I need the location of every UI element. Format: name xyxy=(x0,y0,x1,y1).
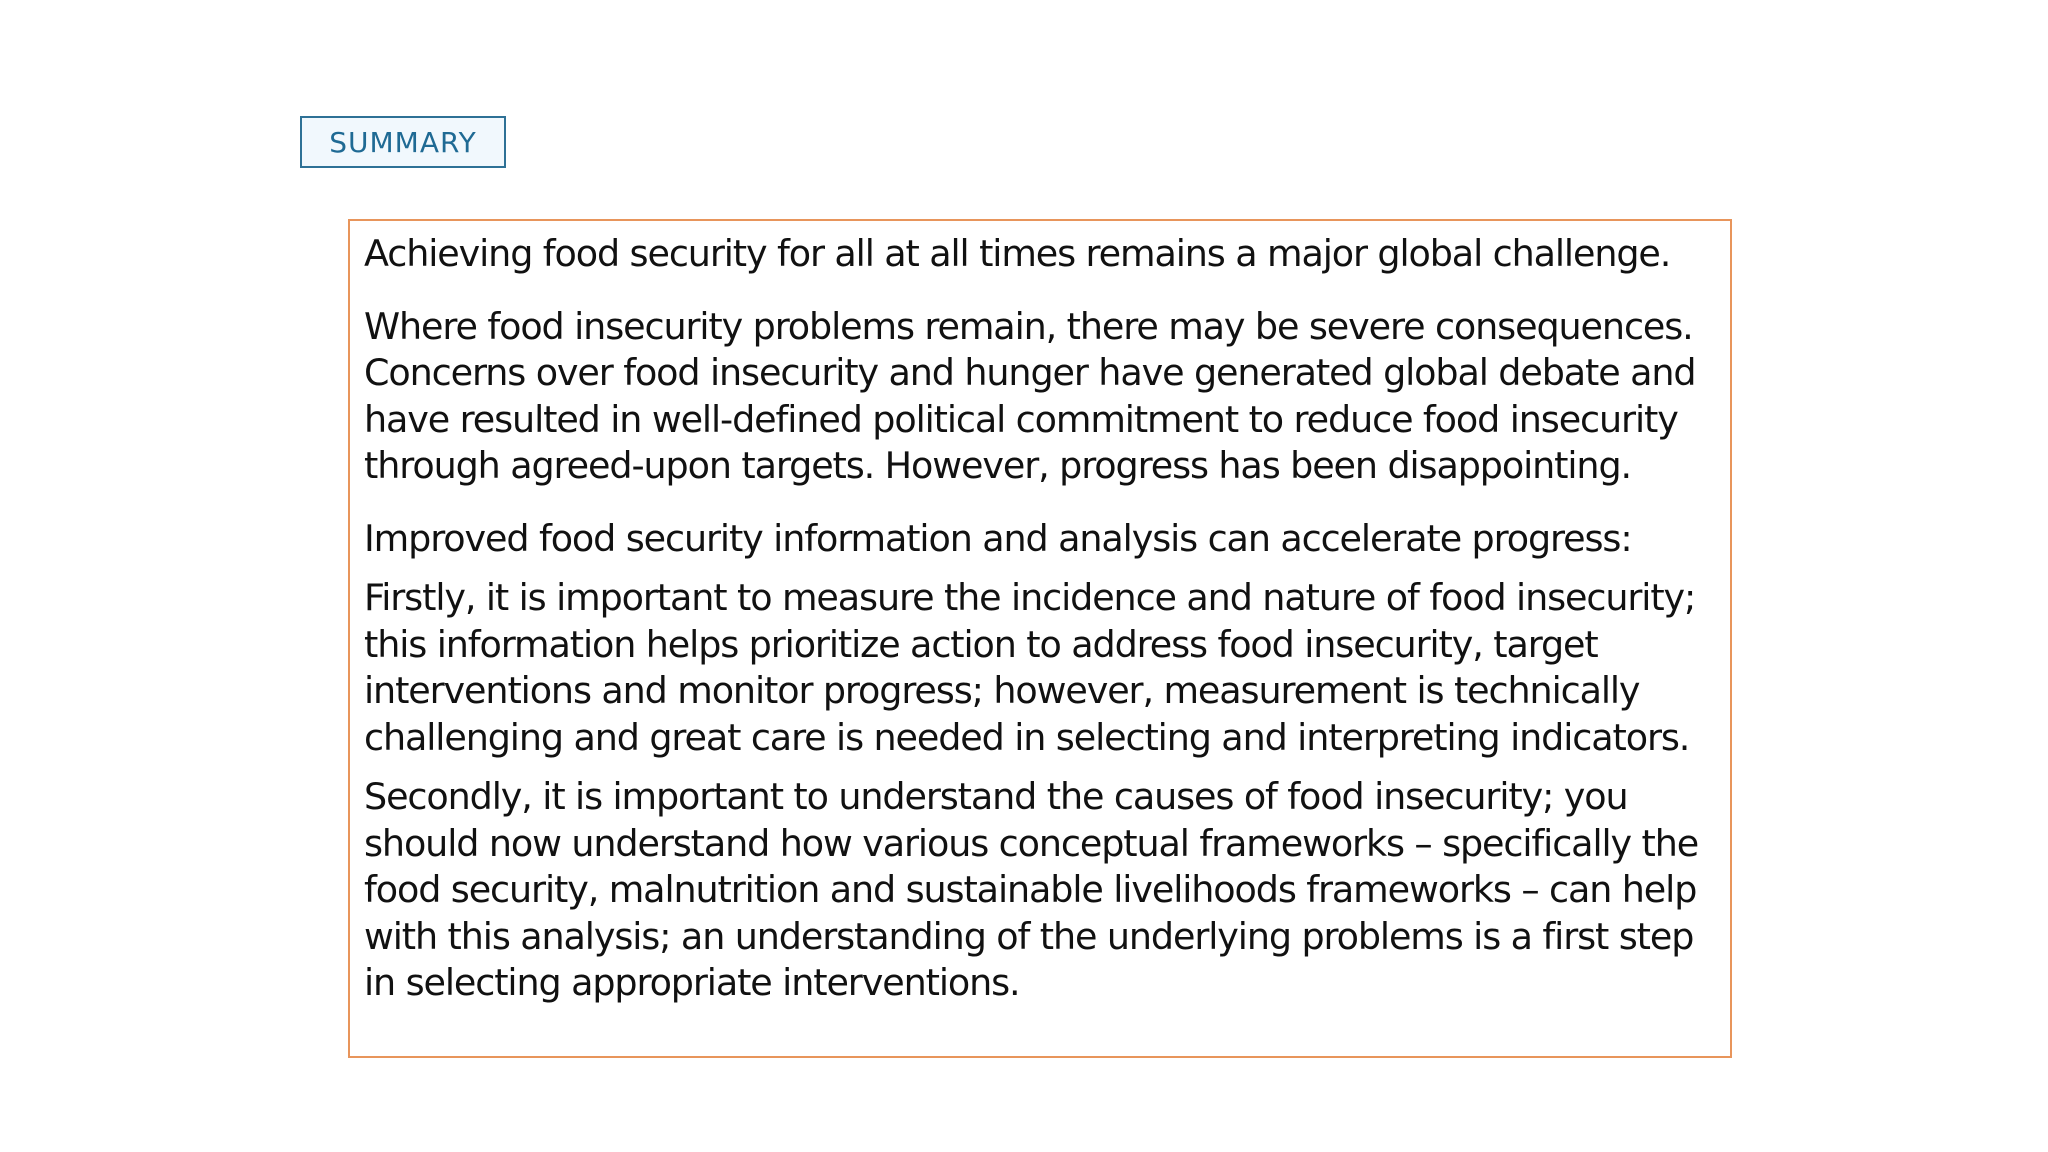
summary-paragraph-1: Achieving food security for all at all times remains a major global challenge. xyxy=(364,232,1671,275)
summary-paragraph-2: Where food insecurity problems remain, there may be severe consequences. Concerns over food insecurity and hunger have generated global debate and have resulted in well-defined political commitment to reduce food insecurity through agreed-upon targets. However, progress has been disappointing. xyxy=(364,304,1696,487)
summary-text-box xyxy=(348,219,1732,1058)
summary-heading-tag: SUMMARY xyxy=(300,116,506,168)
summary-paragraph-4: Firstly, it is important to measure the incidence and nature of food insecurity; this information helps prioritize action to address food insecurity, target interventions and monitor progress; however, measurement is technically challenging and great care is needed in selecting and interpreting indicators. xyxy=(364,576,1696,759)
summary-paragraph-5: Secondly, it is important to understand the causes of food insecurity; you should now understand how various conceptual frameworks – specifically the food security, malnutrition and sustainable livelihoods frameworks – can help with this analysis; an understanding of the underlying problems is a first step in selecting appropriate interventions. xyxy=(364,775,1699,1004)
summary-paragraph-3: Improved food security information and analysis can accelerate progress: xyxy=(364,516,1632,560)
